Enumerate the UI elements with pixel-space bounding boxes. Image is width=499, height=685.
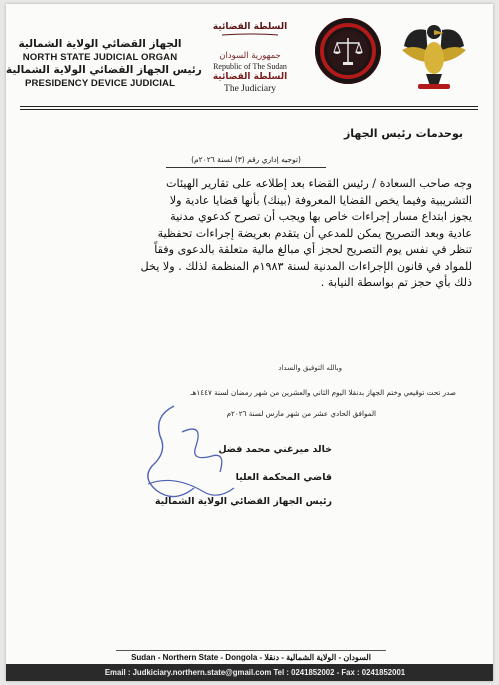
signatory-title-organ: رئيس الجهاز القضائي الولاية الشمالية xyxy=(154,496,332,507)
authority-ar: السلطة القضائية xyxy=(212,72,288,82)
issued-date-line: صدر تحت توقيعي وختم الجهاز بدنقلا اليوم الثاني والعشرين من شهر رمضان لسنة ١٤٤٧هـ xyxy=(190,388,456,397)
footer-address: Sudan - Northern State - Dongola - السودان - الولاية الشمالية - دنقلا xyxy=(131,653,371,662)
body-line: وجه صاحب السعادة / رئيس القضاء بعد إطلاعه على تقارير الهيئات xyxy=(166,177,472,190)
body-line: عادية وبعد التصريح يمكن للمدعي أن يتقدم بعريضة إجراءات تحفظية xyxy=(157,226,472,240)
signatory-title-court: قاضي المحكمة العليا xyxy=(235,472,332,483)
emblem-calligraphy: السلطة القضائية xyxy=(212,22,288,32)
header-rule-top xyxy=(20,106,478,107)
scales-seal-icon xyxy=(315,18,381,84)
header-rule-bottom xyxy=(20,109,478,110)
republic-en: Republic of The Sudan xyxy=(213,62,287,71)
letter-page xyxy=(6,4,493,681)
body-line: للمواد في قانون الإجراءات المدنية لسنة ١٩٨٣م المنظمة لذلك . ولا يخل xyxy=(140,259,472,273)
org-name-ar: الجهاز القضائي الولاية الشمالية xyxy=(18,38,182,50)
body-line: يجوز ابتداع مسار إجراءات خاص بها ويجب أن تصرح كدعوي مدنية xyxy=(170,210,472,223)
header-left-block xyxy=(6,38,202,90)
signatory-name: خالد ميرغني محمد فضل xyxy=(218,444,332,455)
footer-contact: Email : Judkiciary.northern.state@gmail.com Tel : 0241852002 - Fax : 0241852001 xyxy=(104,668,406,677)
footer-rule xyxy=(116,650,386,651)
emblem-underline-icon xyxy=(220,33,280,37)
secretary-bird-crest-icon xyxy=(398,16,470,92)
judiciary-en: The Judiciary xyxy=(224,84,276,94)
president-ar: رئيس الجهاز القضائي الولاية الشمالية xyxy=(6,64,202,76)
closing-salutation: وبالله التوفيق والسداد xyxy=(278,364,342,372)
letter-body xyxy=(28,176,472,292)
president-en: PRESIDENCY DEVICE JUDICIAL xyxy=(24,78,176,89)
header-center-block xyxy=(202,22,298,94)
body-line: التشريبية وفيما يخص القضايا المعروفة (بينك) بأنها قضايا عادية ولا xyxy=(169,193,472,207)
republic-ar: جمهورية السودان xyxy=(219,51,281,61)
org-name-en: NORTH STATE JUDICIAL ORGAN xyxy=(22,52,178,63)
body-line: تنظر في نفس يوم التصريح لحجز أي مبالغ مالية متعلقة بالدعوى وفقاً xyxy=(154,243,472,256)
addressee-line: بوحدمات رئيس الجهاز xyxy=(343,127,463,140)
body-line: ذلك بأي حجز تم بواسطة النيابة . xyxy=(320,276,472,289)
directive-reference: (توجيه إداري رقم (٣) لسنة ٢٠٢٦م) xyxy=(191,155,301,164)
gregorian-date-line: الموافق الحادي عشر من شهر مارس لسنة ٢٠٢٦م xyxy=(226,409,376,418)
reference-underline xyxy=(166,167,326,168)
